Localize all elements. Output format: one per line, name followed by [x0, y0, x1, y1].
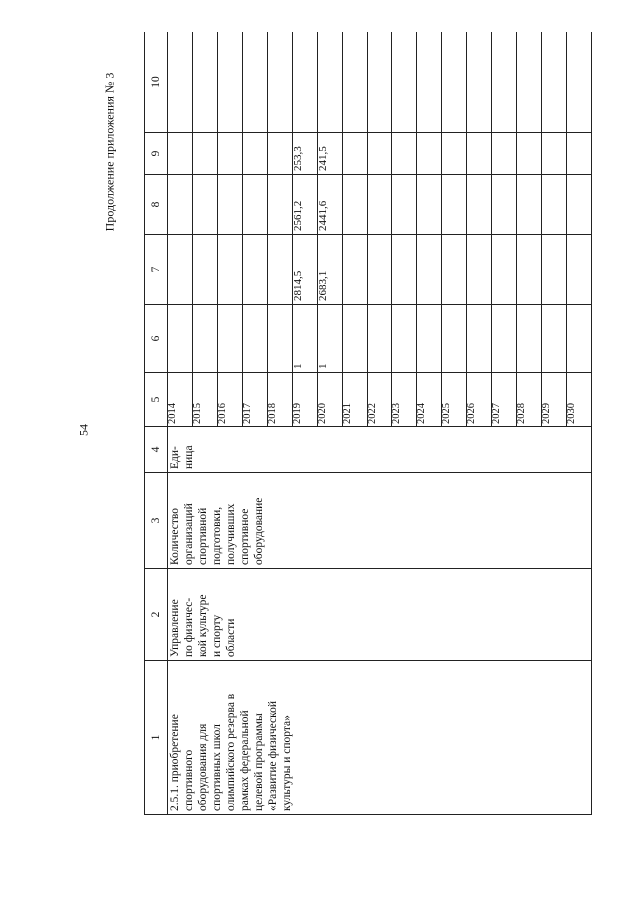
col9-cell: [392, 32, 417, 133]
indicator-value-cell: [168, 305, 193, 373]
indicator-value-cell: [242, 305, 267, 373]
year-cell: 2021: [342, 373, 367, 427]
year-cell: 2020: [317, 373, 342, 427]
column-header: 3: [145, 473, 168, 569]
table-row: [168, 32, 193, 815]
column-header: 9: [145, 133, 168, 175]
total-funding-cell: [417, 235, 442, 305]
col9-cell: [342, 32, 367, 133]
year-cell: 2028: [517, 373, 542, 427]
column-header: 10: [145, 32, 168, 133]
regional-funding-cell: 241,5: [317, 133, 342, 175]
total-funding-cell: [467, 235, 492, 305]
indicator-value-cell: [217, 305, 242, 373]
col9-cell: [242, 32, 267, 133]
regional-funding-cell: [267, 133, 292, 175]
year-cell: 2014: [168, 373, 193, 427]
regional-funding-cell: [217, 133, 242, 175]
column-header: 6: [145, 305, 168, 373]
total-funding-cell: [168, 235, 193, 305]
federal-funding-cell: 2561,2: [292, 175, 317, 235]
column-header: 5: [145, 373, 168, 427]
regional-funding-cell: [467, 133, 492, 175]
year-cell: 2029: [542, 373, 567, 427]
total-funding-cell: [217, 235, 242, 305]
col9-cell: [192, 32, 217, 133]
federal-funding-cell: [517, 175, 542, 235]
federal-funding-cell: [217, 175, 242, 235]
federal-funding-cell: [442, 175, 467, 235]
total-funding-cell: [192, 235, 217, 305]
regional-funding-cell: [517, 133, 542, 175]
total-funding-cell: [492, 235, 517, 305]
col9-cell: [567, 32, 592, 133]
header-row: [145, 32, 168, 815]
federal-funding-cell: [342, 175, 367, 235]
total-funding-cell: [342, 235, 367, 305]
regional-funding-cell: [542, 133, 567, 175]
total-funding-cell: [517, 235, 542, 305]
column-header: 2: [145, 569, 168, 661]
federal-funding-cell: 2441,6: [317, 175, 342, 235]
regional-funding-cell: [367, 133, 392, 175]
total-funding-cell: [242, 235, 267, 305]
indicator-value-cell: 1: [292, 305, 317, 373]
col9-cell: [168, 32, 193, 133]
federal-funding-cell: [367, 175, 392, 235]
year-cell: 2024: [417, 373, 442, 427]
column-header: 7: [145, 235, 168, 305]
col9-cell: [292, 32, 317, 133]
col9-cell: [467, 32, 492, 133]
indicator-value-cell: [542, 305, 567, 373]
year-cell: 2016: [217, 373, 242, 427]
year-cell: 2030: [567, 373, 592, 427]
total-funding-cell: [267, 235, 292, 305]
col9-cell: [517, 32, 542, 133]
indicator-value-cell: [417, 305, 442, 373]
year-cell: 2019: [292, 373, 317, 427]
federal-funding-cell: [542, 175, 567, 235]
indicator-value-cell: [367, 305, 392, 373]
regional-funding-cell: [442, 133, 467, 175]
table-container: [144, 32, 592, 815]
year-cell: 2015: [192, 373, 217, 427]
regional-funding-cell: 253,3: [292, 133, 317, 175]
indicator-value-cell: 1: [317, 305, 342, 373]
indicator-value-cell: [567, 305, 592, 373]
indicator-value-cell: [392, 305, 417, 373]
col9-cell: [542, 32, 567, 133]
total-funding-cell: 2683,1: [317, 235, 342, 305]
regional-funding-cell: [392, 133, 417, 175]
year-cell: 2023: [392, 373, 417, 427]
federal-funding-cell: [417, 175, 442, 235]
year-cell: 2027: [492, 373, 517, 427]
col9-cell: [267, 32, 292, 133]
continuation-label: Продолжение приложения № 3: [102, 72, 117, 232]
column-header: 1: [145, 661, 168, 815]
regional-funding-cell: [492, 133, 517, 175]
indicator-value-cell: [517, 305, 542, 373]
total-funding-cell: 2814,5: [292, 235, 317, 305]
col9-cell: [217, 32, 242, 133]
total-funding-cell: [367, 235, 392, 305]
activity-name-cell: 2.5.1. приобретение спортивного оборудования для спортивных школ олимпийского резерва в рамках федеральной целевой программы «Развитие физической культуры и спорта»: [168, 661, 592, 815]
year-cell: 2017: [242, 373, 267, 427]
federal-funding-cell: [168, 175, 193, 235]
col9-cell: [367, 32, 392, 133]
indicator-value-cell: [267, 305, 292, 373]
regional-funding-cell: [242, 133, 267, 175]
federal-funding-cell: [567, 175, 592, 235]
total-funding-cell: [567, 235, 592, 305]
col9-cell: [442, 32, 467, 133]
total-funding-cell: [392, 235, 417, 305]
year-cell: 2022: [367, 373, 392, 427]
regional-funding-cell: [417, 133, 442, 175]
indicator-value-cell: [467, 305, 492, 373]
program-table: [144, 32, 592, 815]
unit-cell: Еди- ница: [168, 427, 592, 473]
responsible-executor-cell: Управление по физичес- кой культуре и спорту области: [168, 569, 592, 661]
col9-cell: [492, 32, 517, 133]
col9-cell: [317, 32, 342, 133]
federal-funding-cell: [267, 175, 292, 235]
federal-funding-cell: [492, 175, 517, 235]
column-header: 4: [145, 427, 168, 473]
federal-funding-cell: [192, 175, 217, 235]
page-number: 54: [76, 424, 91, 436]
column-header: 8: [145, 175, 168, 235]
col9-cell: [417, 32, 442, 133]
federal-funding-cell: [467, 175, 492, 235]
indicator-value-cell: [442, 305, 467, 373]
federal-funding-cell: [242, 175, 267, 235]
total-funding-cell: [542, 235, 567, 305]
year-cell: 2025: [442, 373, 467, 427]
regional-funding-cell: [342, 133, 367, 175]
federal-funding-cell: [392, 175, 417, 235]
year-cell: 2026: [467, 373, 492, 427]
year-cell: 2018: [267, 373, 292, 427]
indicator-value-cell: [342, 305, 367, 373]
regional-funding-cell: [567, 133, 592, 175]
regional-funding-cell: [168, 133, 193, 175]
indicator-value-cell: [492, 305, 517, 373]
regional-funding-cell: [192, 133, 217, 175]
indicator-value-cell: [192, 305, 217, 373]
total-funding-cell: [442, 235, 467, 305]
indicator-name-cell: Количество организаций спортивной подготовки, получивших спортивное оборудование: [168, 473, 592, 569]
